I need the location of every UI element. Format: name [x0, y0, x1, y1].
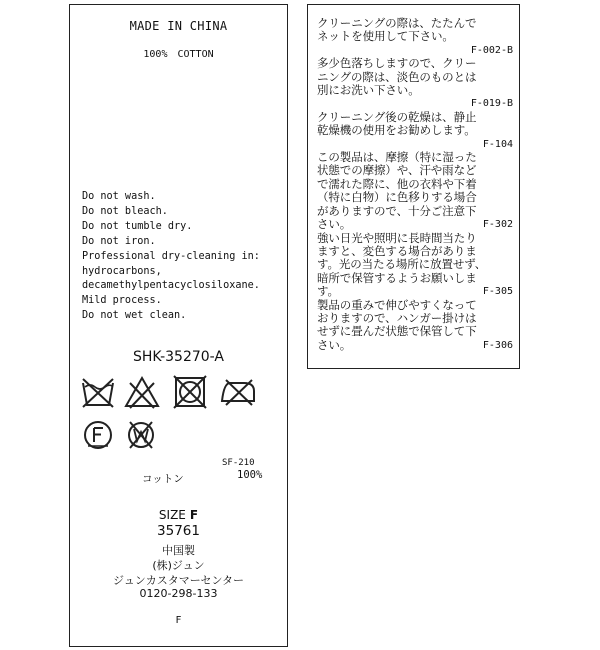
- customer-center: ジュンカスタマーセンター: [112, 574, 245, 587]
- do-not-bleach-icon: [124, 375, 160, 409]
- note-block: [317, 299, 513, 353]
- note-line: す。光の当たる場所に放置せず、: [317, 257, 487, 272]
- note-block: [317, 232, 513, 299]
- note-line: がありますので、十分ご注意下: [317, 203, 477, 218]
- fiber-percent: 100%: [237, 469, 263, 481]
- note-line: ニングの際は、淡色のものとは: [317, 69, 477, 84]
- care-line: Professional dry-cleaning in:: [82, 250, 260, 262]
- care-line: Do not tumble dry.: [82, 220, 193, 232]
- care-line: Mild process.: [82, 295, 162, 307]
- note-code: F-302: [482, 219, 513, 231]
- care-instructions: [82, 190, 260, 324]
- care-line: Do not wash.: [82, 191, 156, 202]
- composition-fiber: COTTON: [177, 49, 214, 60]
- note-line: せずに畳んだ状態で保管して下: [317, 324, 477, 339]
- fiber-jp: コットン: [142, 473, 184, 485]
- care-symbols-row: [80, 375, 280, 415]
- note-line: 製品の重みで伸びやすくなって: [317, 297, 477, 312]
- care-line: Do not iron.: [82, 235, 156, 247]
- do-not-tumble-dry-icon: [172, 375, 208, 409]
- note-line: 状態での摩擦）や、汗や雨など: [317, 163, 477, 178]
- care-symbols-row: [80, 419, 180, 453]
- note-code: F-002-B: [470, 44, 513, 56]
- size-line: [70, 508, 287, 522]
- note-line: 強い日光や照明に長時間当たり: [317, 230, 477, 245]
- care-label-left: [69, 4, 288, 647]
- size-label: SIZE: [158, 508, 186, 522]
- note-code: F-019-B: [470, 98, 513, 110]
- note-code: F-104: [482, 138, 513, 150]
- note-block: [317, 57, 513, 111]
- note-block: [317, 17, 513, 57]
- note-line: す。: [317, 284, 339, 299]
- care-line: decamethylpentacyclosiloxane.: [82, 280, 260, 292]
- care-label-right: [307, 4, 520, 369]
- note-line: クリーニングの際は、たたんで: [317, 16, 477, 30]
- note-line: 暗所で保管するようお願いしま: [317, 270, 477, 285]
- do-not-wash-icon: [80, 375, 116, 409]
- note-line: 別にお洗い下さい。: [317, 83, 420, 98]
- care-line: Do not wet clean.: [82, 310, 187, 322]
- note-line: さい。: [317, 217, 352, 232]
- care-line: hydrocarbons,: [82, 265, 162, 277]
- jp-care-notes: [317, 17, 513, 352]
- made-in-text: MADE IN CHINA: [129, 19, 228, 33]
- sf-code: SF-210: [222, 458, 255, 468]
- note-line: 多少色落ちしますので、クリー: [317, 56, 477, 71]
- product-code: SHK-35270-A: [132, 349, 225, 365]
- note-line: さい。: [317, 337, 352, 352]
- note-line: クリーニング後の乾燥は、静止: [317, 109, 477, 124]
- note-line: ますと、変色する場合がありま: [317, 243, 477, 258]
- phone-number: 0120-298-133: [139, 587, 218, 600]
- note-code: F-306: [482, 339, 513, 351]
- size-value: F: [189, 508, 199, 522]
- bottom-code: F: [175, 615, 182, 626]
- do-not-wet-clean-icon: [124, 419, 158, 451]
- note-line: この製品は、摩擦（特に湿った: [317, 150, 477, 165]
- company-name: (株)ジュン: [152, 559, 205, 572]
- care-line: Do not bleach.: [82, 205, 168, 217]
- note-line: 乾燥機の使用をお勧めします。: [317, 123, 476, 138]
- dry-clean-f-icon: [82, 419, 114, 451]
- note-line: おりますので、ハンガー掛けは: [317, 310, 477, 325]
- item-number: 35761: [157, 523, 200, 539]
- origin-jp: 中国製: [162, 544, 195, 557]
- note-code: F-305: [482, 286, 513, 298]
- composition-percent: 100%: [143, 49, 168, 60]
- note-line: で濡れた際に、他の衣料や下着: [317, 176, 477, 191]
- note-line: ネットを使用して下さい。: [317, 29, 454, 44]
- do-not-iron-icon: [218, 377, 258, 407]
- composition-text: [70, 49, 287, 60]
- note-line: （特に白物）に色移りする場合: [317, 190, 477, 205]
- note-block: [317, 151, 513, 231]
- note-block: [317, 111, 513, 151]
